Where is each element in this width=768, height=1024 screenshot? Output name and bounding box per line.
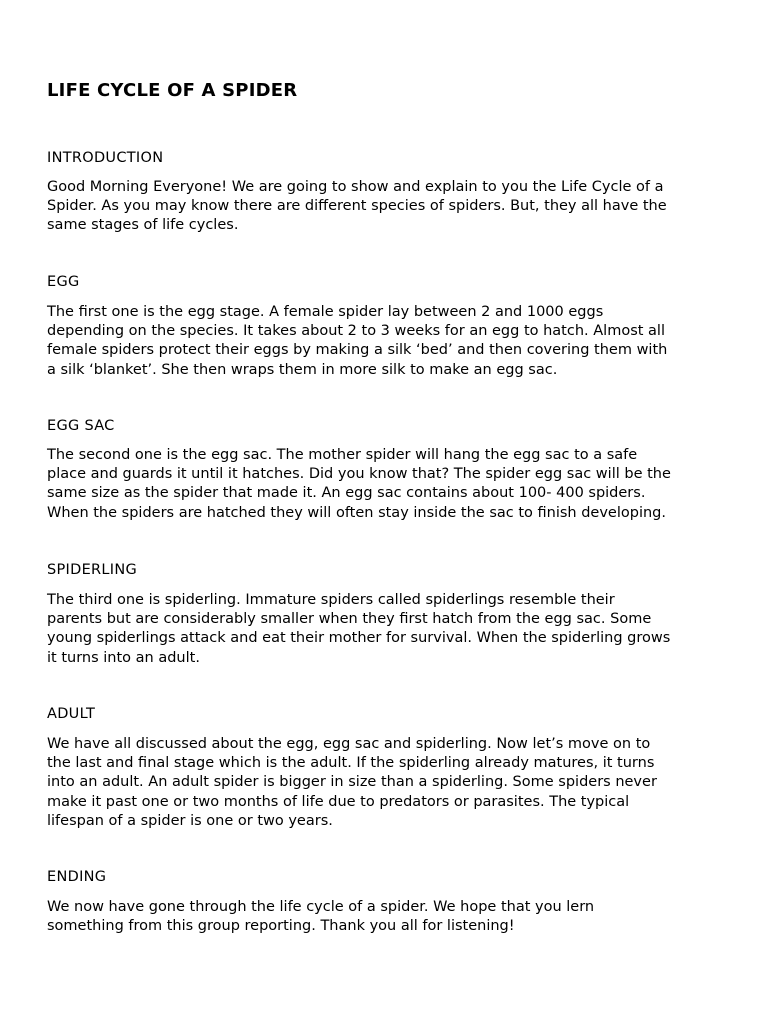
document-title: LIFE CYCLE OF A SPIDER: [47, 80, 298, 101]
section-heading-spiderling: SPIDERLING: [47, 562, 138, 578]
paragraph-line: into an adult. An adult spider is bigger in size than a spiderling. Some spiders never: [47, 774, 657, 791]
paragraph-line: female spiders protect their eggs by making a silk ‘bed’ and then covering them with: [47, 342, 668, 359]
paragraph-line: it turns into an adult.: [47, 649, 200, 666]
paragraph-line: The third one is spiderling. Immature spiders called spiderlings resemble their: [47, 592, 615, 608]
section-heading-adult: ADULT: [47, 706, 96, 722]
section-body-introduction: [47, 178, 727, 236]
section-heading-ending: ENDING: [47, 869, 107, 885]
section-heading-egg: EGG: [47, 274, 80, 290]
section-body-adult: [47, 735, 727, 831]
paragraph-line: the last and final stage which is the adult. If the spiderling already matures, it turns: [47, 755, 655, 772]
paragraph-line: The first one is the egg stage. A female spider lay between 2 and 1000 eggs: [47, 304, 604, 320]
section-body-spiderling: [47, 591, 727, 668]
paragraph-line: lifespan of a spider is one or two years.: [47, 812, 333, 829]
paragraph-line: depending on the species. It takes about 2 to 3 weeks for an egg to hatch. Almost all: [47, 323, 665, 340]
paragraph-line: place and guards it until it hatches. Did you know that? The spider egg sac will be the: [47, 466, 671, 483]
paragraph-line: We now have gone through the life cycle of a spider. We hope that you lern: [47, 899, 595, 915]
paragraph-line: Good Morning Everyone! We are going to show and explain to you the Life Cycle of a: [47, 179, 664, 195]
paragraph-line: make it past one or two months of life due to predators or parasites. The typical: [47, 793, 630, 810]
paragraph-line: parents but are considerably smaller when they first hatch from the egg sac. Some: [47, 611, 652, 628]
paragraph-line: same size as the spider that made it. An egg sac contains about 100- 400 spiders.: [47, 485, 646, 502]
paragraph-line: same stages of life cycles.: [47, 217, 239, 234]
paragraph-line: We have all discussed about the egg, egg sac and spiderling. Now let’s move on to: [47, 736, 651, 752]
paragraph-line: Spider. As you may know there are different species of spiders. But, they all have the: [47, 198, 667, 215]
section-body-egg-sac: [47, 446, 727, 523]
paragraph-line: When the spiders are hatched they will often stay inside the sac to finish developing.: [47, 504, 666, 521]
paragraph-line: The second one is the egg sac. The mother spider will hang the egg sac to a safe: [47, 447, 638, 463]
section-heading-introduction: INTRODUCTION: [47, 150, 164, 166]
paragraph-line: young spiderlings attack and eat their mother for survival. When the spiderling grows: [47, 630, 671, 647]
paragraph-line: a silk ‘blanket’. She then wraps them in more silk to make an egg sac.: [47, 361, 558, 378]
section-body-egg: [47, 303, 727, 380]
section-body-ending: [47, 898, 727, 936]
paragraph-line: something from this group reporting. Thank you all for listening!: [47, 918, 515, 935]
section-heading-egg-sac: EGG SAC: [47, 418, 115, 434]
